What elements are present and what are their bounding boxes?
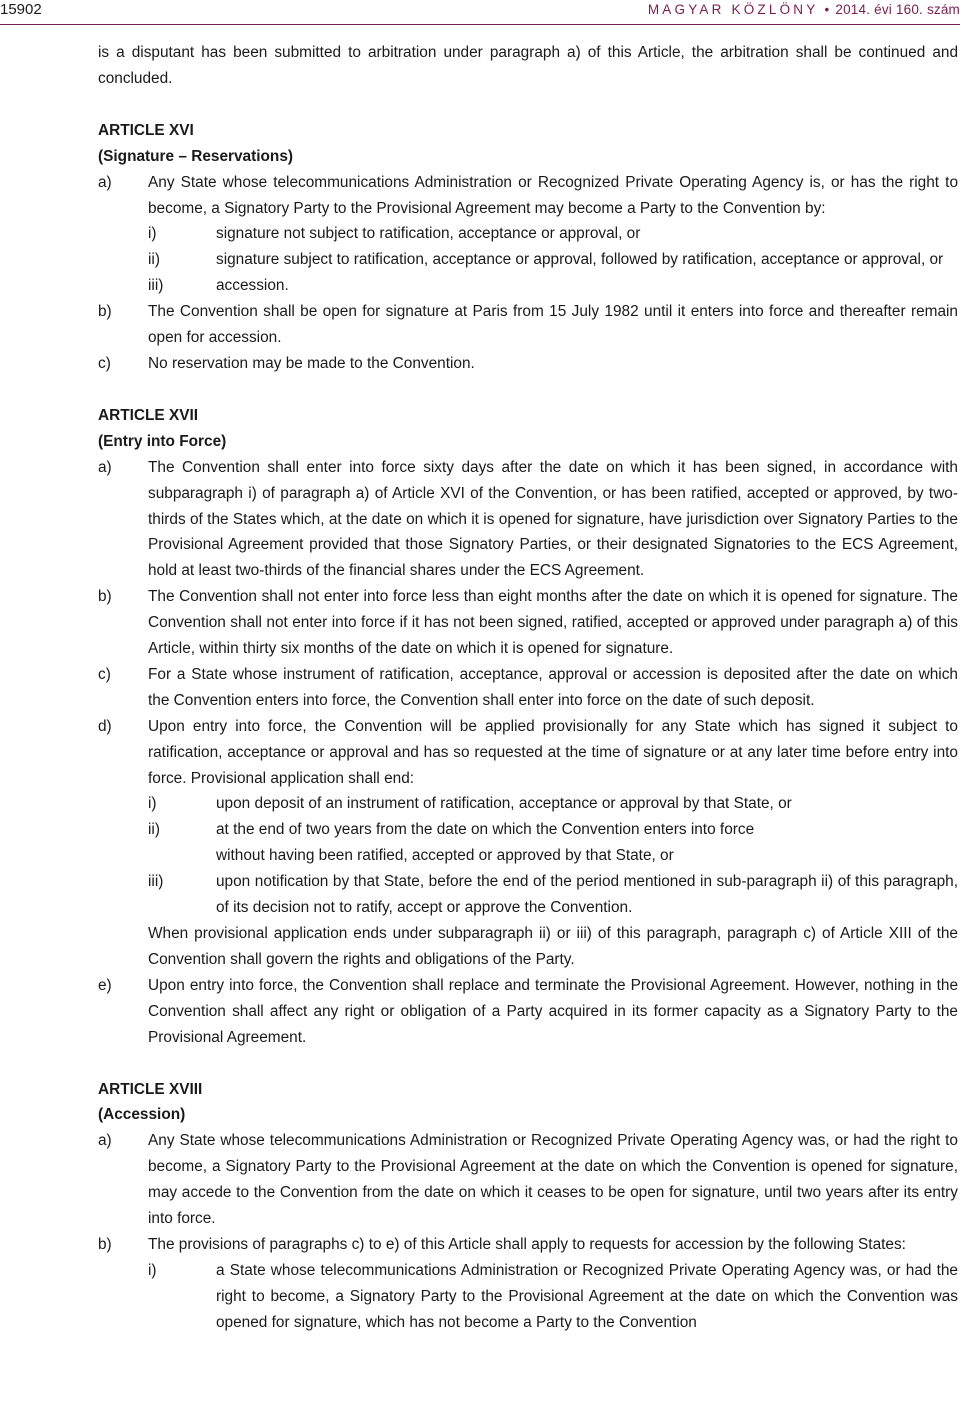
paragraph-text: The Convention shall be open for signature at Paris from 15 July 1982 until it enters into force and thereafter remain open for accession. [148,303,958,347]
subparagraph-ii [148,247,958,273]
paragraph-text: Upon entry into force, the Convention shall replace and terminate the Provisional Agreement. However, nothing in the Convention shall affect any right or obligation of a Party acquired in its former capacity as a Signatory Party to the Provisional Agreement. [148,976,958,1046]
article-xvi [98,118,958,377]
paragraph-text: The provisions of paragraphs c) to e) of this Article shall apply to requests for accession by the following States: [148,1235,906,1253]
paragraph-text: The Convention shall enter into force sixty days after the date on which it has been signed, in accordance with subparagraph i) of paragraph a) of Article XVI of the Convention, or has been ratified, accepted or approved, by two-thirds of the States which, at the date on which it is opened for signature, have jurisdiction over Signatory Parties to the Provisional Agreement provided that those Signatory Parties, or their designated Signatories to the ECS Agreement, hold at least two-thirds of the financial shares under the ECS Agreement. [148,458,958,580]
paragraph-text: No reservation may be made to the Convention. [148,354,475,372]
paragraph-c [98,351,958,377]
journal-name: MAGYAR KÖZLÖNY [647,2,819,17]
subparagraph-label: ii) [148,821,160,839]
article-xviii [98,1077,958,1336]
paragraph-c [98,662,958,714]
subparagraph-ii [148,817,958,869]
subparagraph-iii [148,869,958,921]
document-body [98,40,958,1336]
subparagraph-text: at the end of two years from the date on which the Convention enters into force [216,821,755,839]
subparagraph-i [148,1258,958,1336]
subparagraph-label: ii) [148,251,160,269]
paragraph-label: c) [98,665,111,683]
issue-number: 2014. évi 160. szám [835,2,960,17]
paragraph-text: Any State whose telecommunications Administration or Recognized Private Operating Agency is, or has the right to become, a Signatory Party to the Provisional Agreement may become a Party to the Convention by: [148,173,958,217]
subparagraph-label: i) [148,225,157,243]
paragraph-label: b) [98,303,112,321]
paragraph-text: Upon entry into force, the Convention will be applied provisionally for any State which has signed it subject to ratification, acceptance or approval and has so requested at the time of signature or at any later time before entry into force. Provisional application shall end: [148,717,958,787]
paragraph-label: c) [98,354,111,372]
subparagraph-text: a State whose telecommunications Administration or Recognized Private Operating Agency was, or had the right to become, a Signatory Party to the Provisional Agreement at the date on which the Convention was opened for signature, which has not become a Party to the Convention [216,1261,958,1331]
article-title: ARTICLE XVIII [98,1080,203,1098]
running-header [0,0,960,26]
subparagraph-label: i) [148,1261,157,1279]
paragraph-text: Any State whose telecommunications Administration or Recognized Private Operating Agency was, or had the right to become, a Signatory Party to the Provisional Agreement at the date on which the Convention is opened for signature, may accede to the Convention from the date on which it ceases to be open for signature, until two years after its entry into force. [148,1132,958,1228]
paragraph-closing-text: When provisional application ends under subparagraph ii) or iii) of this paragraph, paragraph c) of Article XIII of the Convention shall govern the rights and obligations of the Party. [148,925,958,968]
article-title: ARTICLE XVII [98,406,199,424]
article-subtitle: (Entry into Force) [98,432,227,450]
article-xvii [98,403,958,1051]
paragraph-b [98,584,958,662]
paragraph-label: a) [98,173,112,191]
paragraph-text: For a State whose instrument of ratification, acceptance, approval or accession is deposited after the date on which the Convention enters into force, the Convention shall enter into force on the date of such deposit. [148,665,958,709]
article-subtitle: (Accession) [98,1106,186,1124]
header-rule [0,24,960,25]
paragraph-b [98,1232,958,1336]
subparagraph-text: signature subject to ratification, acceptance or approval, followed by ratification, acceptance or approval, or [216,251,944,269]
subparagraph-i [148,791,958,817]
paragraph-e [98,973,958,1051]
paragraph-a [98,170,958,300]
paragraph-b [98,299,958,351]
continuation-text: is a disputant has been submitted to arbitration under paragraph a) of this Article, the arbitration shall be continued and concluded. [98,44,958,87]
paragraph-d [98,714,958,973]
separator-bullet: • [824,2,830,17]
subparagraph-text: upon notification by that State, before the end of the period mentioned in sub-paragraph ii) of this paragraph, of its decision not to ratify, accept or approve the Convention. [216,873,958,917]
paragraph-label: d) [98,717,112,735]
subparagraph-text: signature not subject to ratification, acceptance or approval, or [216,225,641,243]
paragraph-label: b) [98,1235,112,1253]
page-number: 15902 [0,1,42,18]
subparagraph-label: i) [148,795,157,813]
subparagraph-label: iii) [148,277,164,295]
subparagraph-label: iii) [148,873,164,891]
journal-title [648,2,960,17]
paragraph-a [98,455,958,585]
paragraph-label: a) [98,458,112,476]
article-title: ARTICLE XVI [98,121,194,139]
subparagraph-text: upon deposit of an instrument of ratification, acceptance or approval by that State, or [216,795,792,813]
paragraph-label: b) [98,588,112,606]
subparagraph-iii [148,273,958,299]
paragraph-a [98,1128,958,1232]
paragraph-label: a) [98,1132,112,1150]
subparagraph-text: accession. [216,277,289,295]
paragraph-label: e) [98,976,112,994]
subparagraph-i [148,221,958,247]
subparagraph-text-continued: without having been ratified, accepted or approved by that State, or [216,847,674,865]
article-subtitle: (Signature – Reservations) [98,147,294,165]
paragraph-text: The Convention shall not enter into force less than eight months after the date on which it is opened for signature. The Convention shall not enter into force if it has not been signed, ratified, accepted or approved under paragraph a) of this Article, within thirty six months of the date on which it is opened for signature. [148,588,958,658]
